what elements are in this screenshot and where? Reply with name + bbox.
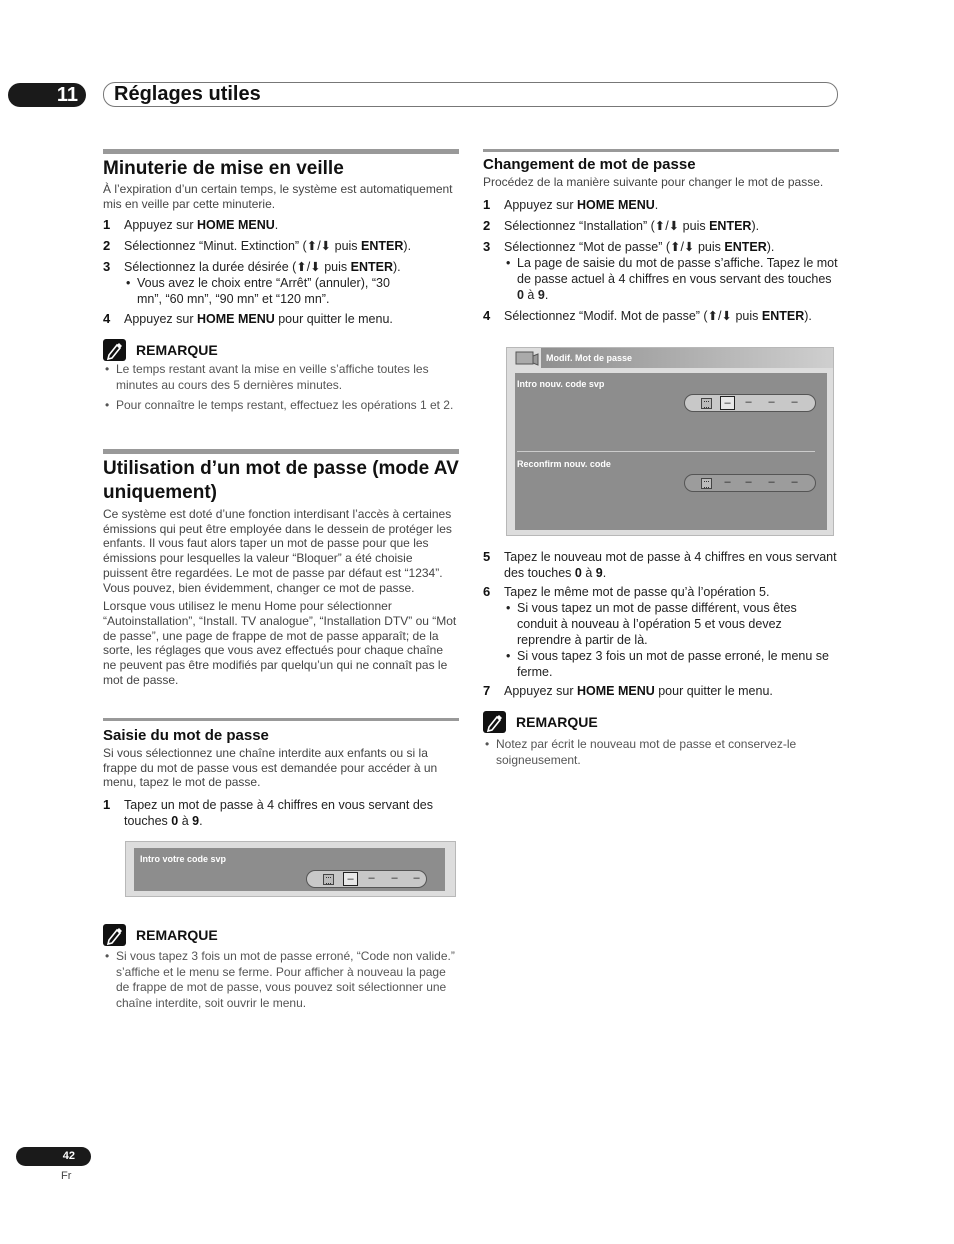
step-text: Sélectionnez “Modif. Mot de passe” ( bbox=[504, 308, 708, 323]
section-title: Changement de mot de passe bbox=[483, 156, 696, 173]
step-7 bbox=[483, 683, 839, 699]
remark-header bbox=[103, 924, 459, 946]
screen-panel bbox=[515, 373, 827, 530]
remark-header bbox=[103, 339, 459, 361]
step-3 bbox=[103, 259, 459, 275]
key-label: ENTER bbox=[761, 308, 805, 323]
key-label: HOME MENU bbox=[196, 218, 275, 233]
digit-slot: – bbox=[724, 476, 731, 488]
up-down-arrows-icon: ⬆/⬇ bbox=[296, 260, 321, 275]
remark-block bbox=[103, 924, 459, 1011]
step-end: . bbox=[274, 218, 279, 233]
section-paragraph: Ce système est doté d’une fonction interdisant l’accès à certaines émissions qui peut être employée dans le dessein de protéger les enfants. Il vous faut alors taper un mot de passe pour que les émissions pour lesquelles la valeur “Bloquer” a été choisie puissent être regardées. Le mot de passe par défaut est “1234”. Vous pouvez, bien évidemment, changer ce mot de passe. bbox=[103, 507, 452, 595]
up-down-arrows-icon: ⬆/⬇ bbox=[707, 308, 732, 323]
keypad-icon bbox=[323, 874, 334, 885]
step-number: 1 bbox=[103, 217, 111, 233]
step-end: pour quitter le menu. bbox=[274, 312, 393, 327]
key-label: ENTER bbox=[724, 239, 767, 254]
step-text: Appuyez sur bbox=[124, 312, 197, 327]
step-text: Tapez un mot de passe à 4 chiffres en vous servant des touches bbox=[124, 798, 433, 829]
step-number: 3 bbox=[483, 238, 491, 254]
section-title: Saisie du mot de passe bbox=[103, 727, 269, 744]
section-paragraph: Lorsque vous utilisez le menu Home pour sélectionner “Autoinstallation”, “Install. TV analogue”, “Installation DTV” ou “Mot de passe”, une page de frappe de mot de passe apparaît; de la sorte, les réglages que vous avez effectués pour chaque chaîne ne peuvent pas être modifiés par quelqu’un qui ne connaît pas le mot de passe. bbox=[103, 599, 457, 687]
section-intro: Si vous sélectionnez une chaîne interdite aux enfants ou si la frappe du mot de passe vous est demandée pour accéder à un menu, tapez le mot de passe. bbox=[103, 746, 438, 790]
step-number: 4 bbox=[483, 307, 491, 323]
remark-item: • Notez par écrit le nouveau mot de passe et conservez-le soigneusement. bbox=[483, 737, 839, 768]
step-number: 6 bbox=[483, 584, 491, 599]
screen-label: Reconfirm nouv. code bbox=[517, 459, 611, 469]
step-3-detail bbox=[504, 255, 839, 303]
remark-item: • Pour connaître le temps restant, effectuez les opérations 1 et 2. bbox=[103, 398, 459, 414]
section-rule bbox=[103, 449, 459, 454]
step-2 bbox=[103, 238, 459, 254]
key-label: 9 bbox=[595, 566, 603, 580]
section-enter-password bbox=[103, 718, 459, 829]
step-end: . bbox=[602, 566, 607, 580]
key-label: HOME MENU bbox=[576, 197, 655, 212]
step-end: . bbox=[199, 814, 203, 829]
key-label: 9 bbox=[192, 814, 200, 829]
step-text: à bbox=[581, 566, 596, 580]
step-text: Tapez le nouveau mot de passe à 4 chiffres en vous servant des touches bbox=[504, 550, 837, 580]
digit-slot: – bbox=[391, 872, 398, 884]
step-text: puis bbox=[732, 308, 762, 323]
divider bbox=[517, 451, 815, 452]
digit-slot: – bbox=[745, 476, 752, 488]
step-number: 1 bbox=[103, 797, 111, 813]
chapter-title: Réglages utiles bbox=[114, 83, 261, 105]
change-password-screen bbox=[506, 347, 834, 536]
up-down-arrows-icon: ⬆/⬇ bbox=[654, 218, 680, 233]
step-4 bbox=[483, 308, 839, 324]
detail-end: . bbox=[544, 287, 549, 302]
step-text: Sélectionnez “Mot de passe” ( bbox=[504, 239, 671, 254]
up-down-arrows-icon: ⬆/⬇ bbox=[306, 239, 332, 254]
key-label: ENTER bbox=[361, 239, 404, 254]
section-rule bbox=[103, 718, 459, 721]
step-text: puis bbox=[320, 260, 351, 275]
step-text: Sélectionnez “Installation” ( bbox=[504, 218, 655, 233]
remark-title: REMARQUE bbox=[136, 927, 218, 943]
section-change-password bbox=[483, 149, 839, 324]
step-number: 7 bbox=[483, 683, 491, 698]
key-label: ENTER bbox=[350, 260, 394, 275]
pencil-note-icon bbox=[483, 711, 506, 733]
step-3 bbox=[483, 239, 839, 255]
digit-slot: – bbox=[768, 476, 775, 488]
section-intro: À l’expiration d’un certain temps, le système est automatiquement mis en veille par cette minuterie. bbox=[103, 182, 453, 211]
key-label: 0 bbox=[517, 287, 524, 302]
key-label: ENTER bbox=[709, 218, 752, 233]
language-code: Fr bbox=[61, 1170, 72, 1182]
remark-header bbox=[483, 711, 839, 733]
key-label: HOME MENU bbox=[576, 684, 655, 698]
pencil-note-icon bbox=[103, 924, 126, 946]
change-password-steps-cont bbox=[483, 549, 839, 768]
step-text: à bbox=[178, 814, 193, 829]
digit-slot: – bbox=[343, 872, 358, 886]
step-end: pour quitter le menu. bbox=[654, 684, 773, 698]
step-end: ). bbox=[393, 260, 401, 275]
key-label: 0 bbox=[574, 566, 582, 580]
step-end: ). bbox=[766, 239, 775, 254]
section-sleep-timer bbox=[103, 149, 459, 414]
step-number: 3 bbox=[103, 259, 111, 275]
detail-text: La page de saisie du mot de passe s’affiche. Tapez le mot de passe actuel à 4 chiffres en vous servant des touches bbox=[517, 255, 838, 286]
remark-item: • Si vous tapez 3 fois un mot de passe erroné, “Code non valide.” s’affiche et le menu se ferme. Pour afficher à nouveau la page de frappe de mot de passe, vous pouvez soit sélectionner une chaîne interdite, soit ouvrir le menu. bbox=[103, 949, 459, 1011]
section-intro: Procédez de la manière suivante pour changer le mot de passe. bbox=[483, 175, 824, 189]
screen-label: Intro nouv. code svp bbox=[517, 379, 605, 389]
step-4 bbox=[103, 311, 459, 327]
step-5 bbox=[483, 549, 839, 581]
step-1 bbox=[103, 797, 459, 829]
remark-item: • Le temps restant avant la mise en veille s’affiche toutes les minutes au cours des 5 dernières minutes. bbox=[103, 362, 459, 393]
section-rule bbox=[103, 149, 459, 154]
step-1 bbox=[483, 197, 839, 213]
tv-menu-icon bbox=[515, 350, 540, 368]
password-entry-screen bbox=[125, 841, 456, 897]
step-text: Sélectionnez “Minut. Extinction” ( bbox=[124, 239, 307, 254]
confirm-code-input[interactable] bbox=[684, 474, 816, 492]
screen-label: Intro votre code svp bbox=[140, 854, 227, 864]
key-label: HOME MENU bbox=[196, 312, 275, 327]
step-number: 2 bbox=[103, 238, 111, 254]
step-end: . bbox=[654, 197, 659, 212]
step-text: Sélectionnez la durée désirée ( bbox=[124, 260, 297, 275]
section-password bbox=[103, 449, 459, 687]
code-input[interactable] bbox=[306, 870, 427, 888]
section-title: Utilisation d’un mot de passe (mode AV uniquement) bbox=[103, 458, 459, 503]
up-down-arrows-icon: ⬆/⬇ bbox=[670, 239, 695, 254]
step-number: 2 bbox=[483, 217, 491, 233]
step-6 bbox=[483, 584, 839, 600]
step-end: ). bbox=[403, 239, 412, 254]
page-number-badge bbox=[16, 1147, 91, 1166]
page-number: 42 bbox=[62, 1150, 75, 1162]
digit-slot: – bbox=[791, 476, 798, 488]
step-end: ). bbox=[751, 218, 760, 233]
step-number: 5 bbox=[483, 549, 491, 564]
step-number: 1 bbox=[483, 196, 491, 212]
pencil-note-icon bbox=[103, 339, 126, 361]
screen-panel bbox=[134, 848, 445, 891]
digit-slot: – bbox=[368, 872, 375, 884]
detail-text: à bbox=[523, 287, 538, 302]
remark-title: REMARQUE bbox=[516, 714, 598, 730]
screen-title: Modif. Mot de passe bbox=[546, 353, 633, 363]
key-label: 9 bbox=[537, 287, 545, 302]
step-text: Appuyez sur bbox=[504, 684, 577, 698]
section-rule bbox=[483, 149, 839, 152]
digit-slot: – bbox=[745, 396, 752, 408]
step-text: Appuyez sur bbox=[124, 218, 197, 233]
step-text: puis bbox=[331, 239, 362, 254]
step-text: puis bbox=[679, 218, 710, 233]
chapter-number-badge bbox=[8, 83, 86, 107]
step-end: ). bbox=[804, 308, 812, 323]
digit-slot: – bbox=[791, 396, 798, 408]
step-6-detail: • Si vous tapez un mot de passe différent, vous êtes conduit à nouveau à l’opération 5 et vous devez reprendre à partir de là. bbox=[504, 600, 839, 648]
step-text: puis bbox=[694, 239, 725, 254]
digit-slot: – bbox=[720, 396, 735, 410]
section-title: Minuterie de mise en veille bbox=[103, 158, 344, 179]
chapter-number: 11 bbox=[56, 84, 78, 106]
keypad-icon bbox=[701, 478, 712, 489]
step-6-detail: • Si vous tapez 3 fois un mot de passe erroné, le menu se ferme. bbox=[504, 648, 839, 680]
new-code-input[interactable] bbox=[684, 394, 816, 412]
step-1 bbox=[103, 217, 459, 233]
digit-slot: – bbox=[768, 396, 775, 408]
step-2 bbox=[483, 218, 839, 234]
step-text: Tapez le même mot de passe qu’à l’opération 5. bbox=[504, 585, 770, 599]
step-3-detail: • Vous avez le choix entre “Arrêt” (annuler), “30 mn”, “60 mn”, “90 mn” et “120 mn”. bbox=[124, 275, 459, 307]
keypad-icon bbox=[701, 398, 712, 409]
key-label: 0 bbox=[171, 814, 179, 829]
step-text: Appuyez sur bbox=[504, 197, 577, 212]
remark-title: REMARQUE bbox=[136, 342, 218, 359]
step-number: 4 bbox=[103, 311, 111, 327]
digit-slot: – bbox=[413, 872, 420, 884]
